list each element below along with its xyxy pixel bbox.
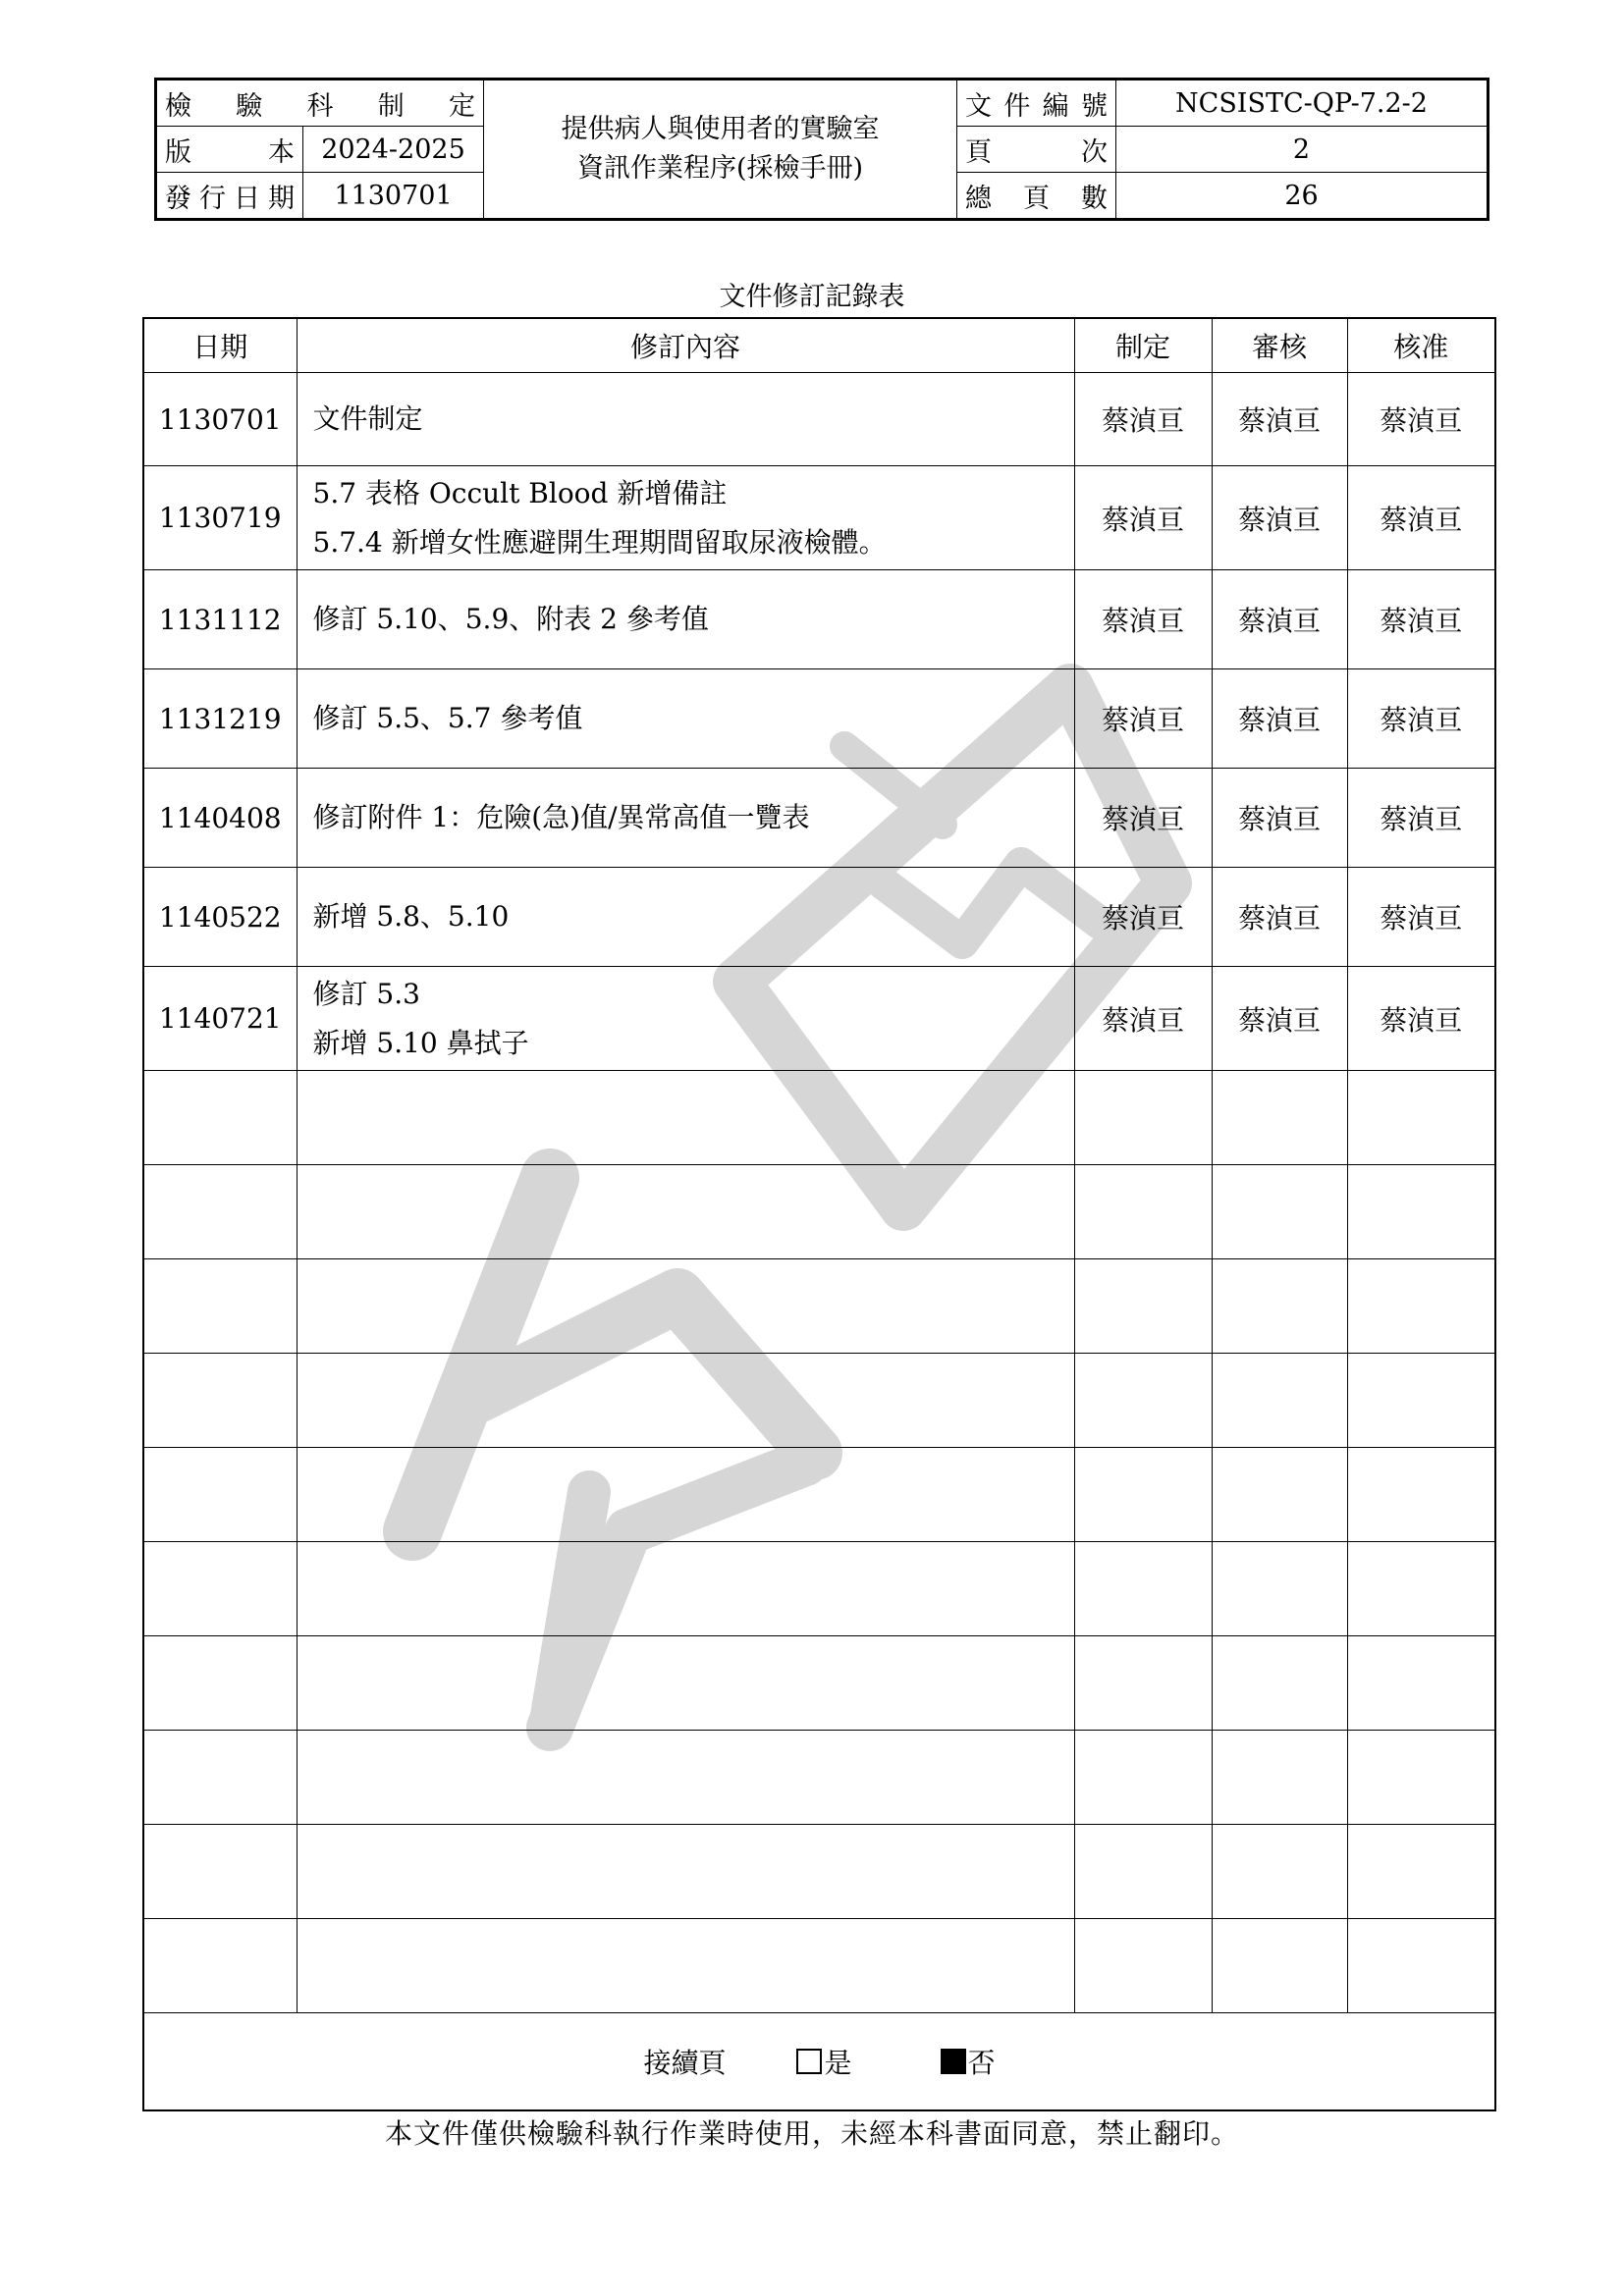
revision-content-line: 新增 5.8、5.10 bbox=[312, 900, 510, 933]
document-header bbox=[154, 78, 1489, 221]
empty-cell bbox=[1347, 1165, 1495, 1259]
empty-cell bbox=[297, 1165, 1074, 1259]
doc-no-label: 文 件 編 號 bbox=[965, 90, 1108, 122]
col-review: 審核 bbox=[1212, 318, 1347, 373]
revision-date: 1140522 bbox=[143, 868, 297, 967]
revision-row-empty bbox=[143, 1259, 1495, 1354]
revision-reviewed-by: 蔡湞亘 bbox=[1212, 466, 1347, 570]
empty-cell bbox=[143, 1636, 297, 1731]
doc-no-label-cell bbox=[957, 80, 1116, 127]
dept-label: 檢 驗 科 制 定 bbox=[165, 90, 475, 122]
revision-reviewed-by: 蔡湞亘 bbox=[1212, 967, 1347, 1071]
revision-content bbox=[297, 868, 1074, 967]
revision-row bbox=[143, 769, 1495, 868]
revision-row bbox=[143, 570, 1495, 669]
revision-row-empty bbox=[143, 1071, 1495, 1165]
empty-cell bbox=[143, 1448, 297, 1542]
revision-row bbox=[143, 466, 1495, 570]
empty-cell bbox=[297, 1825, 1074, 1919]
revision-row bbox=[143, 373, 1495, 466]
empty-cell bbox=[1074, 1354, 1212, 1448]
empty-cell bbox=[1074, 1731, 1212, 1825]
revision-date: 1140721 bbox=[143, 967, 297, 1071]
revision-date: 1131112 bbox=[143, 570, 297, 669]
revision-content-line: 修訂 5.3 bbox=[312, 977, 420, 1010]
col-approve: 核准 bbox=[1347, 318, 1495, 373]
revision-reviewed-by: 蔡湞亘 bbox=[1212, 373, 1347, 466]
revision-row bbox=[143, 669, 1495, 769]
revision-approved-by: 蔡湞亘 bbox=[1347, 570, 1495, 669]
revision-row bbox=[143, 868, 1495, 967]
empty-cell bbox=[143, 1731, 297, 1825]
revision-reviewed-by: 蔡湞亘 bbox=[1212, 769, 1347, 868]
empty-cell bbox=[297, 1354, 1074, 1448]
checkbox-no[interactable] bbox=[941, 2049, 966, 2074]
empty-cell bbox=[297, 1731, 1074, 1825]
revision-table bbox=[142, 317, 1496, 2111]
revision-made-by: 蔡湞亘 bbox=[1074, 868, 1212, 967]
revision-row-empty bbox=[143, 1542, 1495, 1636]
empty-cell bbox=[1347, 1071, 1495, 1165]
empty-cell bbox=[1074, 1919, 1212, 2013]
empty-cell bbox=[1347, 1731, 1495, 1825]
empty-cell bbox=[1212, 1636, 1347, 1731]
empty-cell bbox=[1347, 1542, 1495, 1636]
empty-cell bbox=[297, 1448, 1074, 1542]
empty-cell bbox=[1074, 1542, 1212, 1636]
revision-row-empty bbox=[143, 1825, 1495, 1919]
revision-row-empty bbox=[143, 1448, 1495, 1542]
empty-cell bbox=[1074, 1825, 1212, 1919]
option-no-label: 否 bbox=[967, 2047, 996, 2079]
revision-content bbox=[297, 669, 1074, 769]
continuation-cell bbox=[143, 2013, 1495, 2111]
revision-reviewed-by: 蔡湞亘 bbox=[1212, 570, 1347, 669]
revision-content-line: 新增 5.10 鼻拭子 bbox=[312, 1026, 529, 1059]
empty-cell bbox=[1212, 1448, 1347, 1542]
title-line-2: 資訊作業程序(採檢手冊) bbox=[576, 153, 864, 184]
empty-cell bbox=[297, 1919, 1074, 2013]
empty-cell bbox=[1212, 1825, 1347, 1919]
revision-content-line: 文件制定 bbox=[312, 402, 423, 435]
col-content: 修訂內容 bbox=[297, 318, 1074, 373]
revision-row bbox=[143, 967, 1495, 1071]
col-made: 制定 bbox=[1074, 318, 1212, 373]
empty-cell bbox=[1074, 1448, 1212, 1542]
revision-reviewed-by: 蔡湞亘 bbox=[1212, 669, 1347, 769]
option-yes-label: 是 bbox=[824, 2047, 852, 2079]
empty-cell bbox=[297, 1071, 1074, 1165]
total-pages-value: 26 bbox=[1116, 173, 1489, 220]
empty-cell bbox=[1347, 1259, 1495, 1354]
empty-cell bbox=[143, 1259, 297, 1354]
empty-cell bbox=[1074, 1071, 1212, 1165]
revision-made-by: 蔡湞亘 bbox=[1074, 373, 1212, 466]
revision-row-empty bbox=[143, 1354, 1495, 1448]
empty-cell bbox=[1212, 1919, 1347, 2013]
dept-label-cell bbox=[156, 80, 484, 127]
document-title bbox=[484, 80, 957, 220]
revision-content-line: 5.7 表格 Occult Blood 新增備註 bbox=[312, 476, 728, 509]
revision-reviewed-by: 蔡湞亘 bbox=[1212, 868, 1347, 967]
empty-cell bbox=[143, 1919, 297, 2013]
empty-cell bbox=[1212, 1731, 1347, 1825]
empty-cell bbox=[1347, 1825, 1495, 1919]
total-pages-label-cell bbox=[957, 173, 1116, 220]
issue-date-value: 1130701 bbox=[303, 173, 484, 220]
empty-cell bbox=[297, 1542, 1074, 1636]
empty-cell bbox=[1347, 1448, 1495, 1542]
revision-made-by: 蔡湞亘 bbox=[1074, 466, 1212, 570]
empty-cell bbox=[1347, 1354, 1495, 1448]
empty-cell bbox=[297, 1636, 1074, 1731]
version-label: 版 本 bbox=[165, 136, 295, 168]
empty-cell bbox=[143, 1825, 297, 1919]
empty-cell bbox=[1074, 1165, 1212, 1259]
version-value: 2024-2025 bbox=[303, 127, 484, 173]
revision-date: 1130719 bbox=[143, 466, 297, 570]
revision-content-line: 修訂附件 1：危險(急)值/異常高值一覽表 bbox=[312, 801, 810, 833]
revision-row-empty bbox=[143, 1636, 1495, 1731]
revision-made-by: 蔡湞亘 bbox=[1074, 669, 1212, 769]
title-line-1: 提供病人與使用者的實驗室 bbox=[561, 114, 880, 144]
revision-header-row bbox=[143, 318, 1495, 373]
version-label-cell bbox=[156, 127, 303, 173]
revision-caption: 文件修訂記錄表 bbox=[719, 282, 905, 312]
revision-date: 1140408 bbox=[143, 769, 297, 868]
empty-cell bbox=[1212, 1165, 1347, 1259]
empty-cell bbox=[1212, 1354, 1347, 1448]
revision-approved-by: 蔡湞亘 bbox=[1347, 373, 1495, 466]
empty-cell bbox=[1074, 1636, 1212, 1731]
revision-content bbox=[297, 373, 1074, 466]
revision-date: 1131219 bbox=[143, 669, 297, 769]
checkbox-yes[interactable] bbox=[796, 2049, 822, 2074]
revision-row-empty bbox=[143, 1731, 1495, 1825]
continuation-label: 接續頁 bbox=[643, 2047, 727, 2079]
revision-date: 1130701 bbox=[143, 373, 297, 466]
empty-cell bbox=[1212, 1542, 1347, 1636]
empty-cell bbox=[1212, 1259, 1347, 1354]
revision-content bbox=[297, 769, 1074, 868]
total-pages-label: 總 頁 數 bbox=[965, 183, 1108, 214]
empty-cell bbox=[143, 1165, 297, 1259]
empty-cell bbox=[1074, 1259, 1212, 1354]
footer-note: 本文件僅供檢驗科執行作業時使用，未經本科書面同意，禁止翻印。 bbox=[384, 2117, 1239, 2150]
doc-no-value: NCSISTC-QP-7.2-2 bbox=[1116, 80, 1489, 127]
page-value: 2 bbox=[1116, 127, 1489, 173]
revision-approved-by: 蔡湞亘 bbox=[1347, 967, 1495, 1071]
revision-approved-by: 蔡湞亘 bbox=[1347, 868, 1495, 967]
revision-content bbox=[297, 570, 1074, 669]
page-label-cell bbox=[957, 127, 1116, 173]
empty-cell bbox=[143, 1071, 297, 1165]
empty-cell bbox=[297, 1259, 1074, 1354]
revision-made-by: 蔡湞亘 bbox=[1074, 570, 1212, 669]
empty-cell bbox=[143, 1542, 297, 1636]
empty-cell bbox=[1347, 1919, 1495, 2013]
continuation-row bbox=[143, 2013, 1495, 2111]
revision-approved-by: 蔡湞亘 bbox=[1347, 669, 1495, 769]
empty-cell bbox=[143, 1354, 297, 1448]
empty-cell bbox=[1347, 1636, 1495, 1731]
revision-made-by: 蔡湞亘 bbox=[1074, 967, 1212, 1071]
revision-row-empty bbox=[143, 1165, 1495, 1259]
revision-approved-by: 蔡湞亘 bbox=[1347, 769, 1495, 868]
revision-approved-by: 蔡湞亘 bbox=[1347, 466, 1495, 570]
revision-content bbox=[297, 466, 1074, 570]
revision-content bbox=[297, 967, 1074, 1071]
issue-date-label-cell bbox=[156, 173, 303, 220]
col-date: 日期 bbox=[143, 318, 297, 373]
revision-content-line: 修訂 5.10、5.9、附表 2 參考值 bbox=[312, 603, 709, 635]
empty-cell bbox=[1212, 1071, 1347, 1165]
revision-content-line: 修訂 5.5、5.7 參考值 bbox=[312, 702, 583, 734]
revision-content-line: 5.7.4 新增女性應避開生理期間留取尿液檢體。 bbox=[312, 525, 887, 559]
page-label: 頁 次 bbox=[965, 136, 1108, 168]
issue-date-label: 發 行 日 期 bbox=[165, 183, 295, 214]
revision-row-empty bbox=[143, 1919, 1495, 2013]
revision-made-by: 蔡湞亘 bbox=[1074, 769, 1212, 868]
